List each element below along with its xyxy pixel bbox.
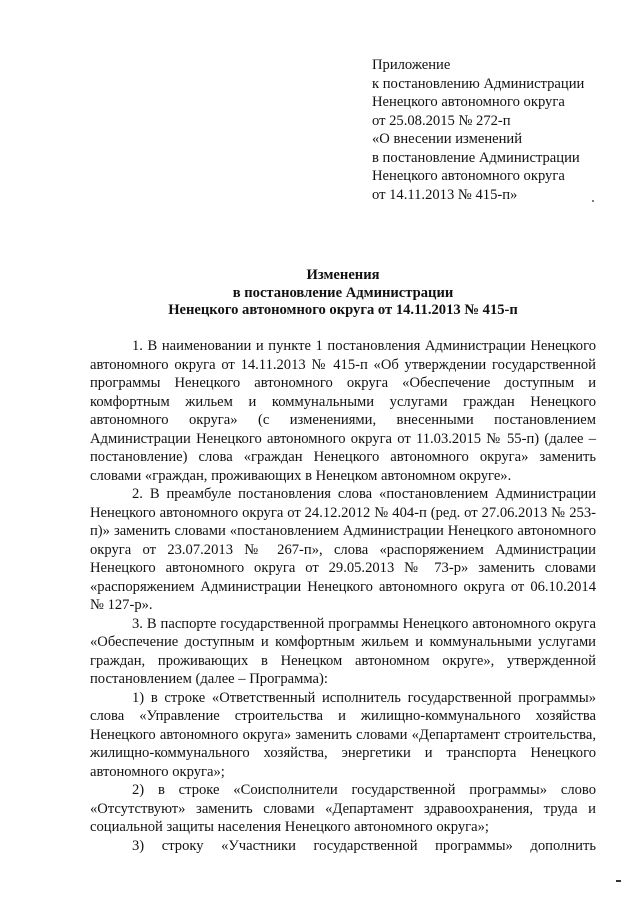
- appendix-line: Приложение: [372, 57, 451, 73]
- scan-corner-mark: [616, 880, 621, 882]
- appendix-line: от 14.11.2013 № 415-п»: [372, 186, 518, 203]
- body-paragraph: 1) в строке «Ответственный исполнитель государственной программы» слова «Управление строительства и жилищно-коммунального хозяйства Ненецкого автономного округа» заменить словами «Департамент строительства, жилищно-коммунального хозяйства, энергетики и транспорта Ненецкого автономного округа»;: [90, 689, 596, 780]
- title-line-2: в постановление Администрации: [232, 284, 454, 301]
- title-line-1: Изменения: [306, 267, 380, 283]
- document-body: [90, 337, 596, 855]
- scan-speck: [592, 200, 594, 202]
- body-paragraph: 3. В паспорте государственной программы Ненецкого автономного округа «Обеспечение доступным и комфортным жильем и коммунальными услугами граждан, проживающих в Ненецком автономном округе», утвержденной постановлением (далее – Программа):: [90, 615, 596, 687]
- appendix-line: в постановление Администрации: [372, 149, 580, 166]
- appendix-header: [372, 56, 622, 204]
- title-line-3: Ненецкого автономного округа от 14.11.2013 № 415-п: [168, 302, 518, 318]
- appendix-line: Ненецкого автономного округа: [372, 94, 565, 110]
- body-paragraph: 2. В преамбуле постановления слова «постановлением Администрации Ненецкого автономного округа от 24.12.2012 № 404-п (ред. от 27.06.2013 № 253-п)» заменить словами «постановлением Администрации Ненецкого автономного округа от 23.07.2013 № 267-п», слова «распоряжением Администрации Ненецкого автономного округа от 29.05.2013 № 73-р» заменить словами «распоряжением Администрации Ненецкого автономного округа от 06.10.2014 № 127-р».: [90, 486, 596, 613]
- document-title: [90, 267, 596, 320]
- body-paragraph: 2) в строке «Соисполнители государственной программы» слово «Отсутствуют» заменить словами «Департамент здравоохранения, труда и социальной защиты населения Ненецкого автономного округа»;: [90, 782, 596, 835]
- body-paragraph: 1. В наименовании и пункте 1 постановления Администрации Ненецкого автономного округа от 14.11.2013 № 415-п «Об утверждении государственной программы Ненецкого автономного округа «Обеспечение доступным и комфортным жильем и коммунальными услугами граждан Ненецкого автономного округа» (с изменениями, внесенными постановлением Администрации Ненецкого автономного округа от 11.03.2015 № 55-п) (далее – постановление) слова «граждан Ненецкого автономного округа» заменить словами «граждан, проживающих в Ненецком автономном округе».: [90, 338, 596, 484]
- appendix-line: «О внесении изменений: [372, 131, 523, 147]
- appendix-line: от 25.08.2015 № 272-п: [372, 112, 511, 129]
- appendix-line: Ненецкого автономного округа: [372, 168, 565, 184]
- appendix-line: к постановлению Администрации: [372, 75, 585, 92]
- body-paragraph: 3) строку «Участники государственной программы» дополнить: [132, 837, 596, 854]
